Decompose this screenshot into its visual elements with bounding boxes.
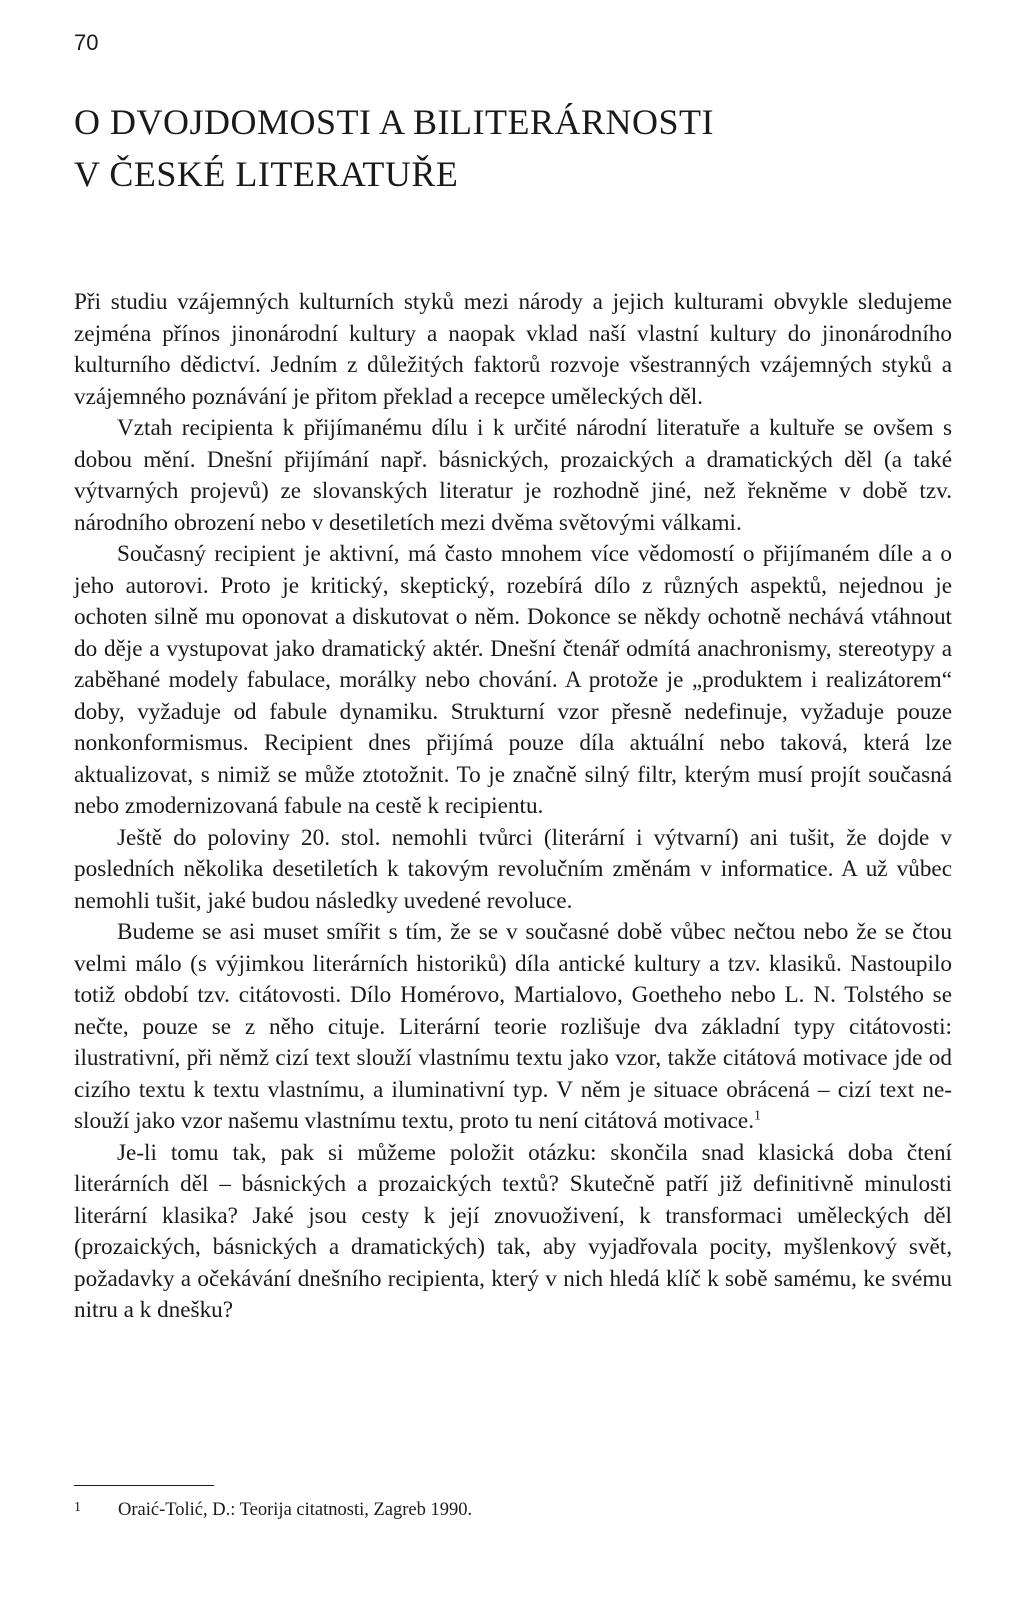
paragraph-2: Vztah recipienta k přijímanému dílu i k určité národní literatuře a kultuře se ovšem s dobou mění. Dnešní přijímání např. básnických, prozaických a dramatických děl (a také výtvarných projevů) ze slovanských literatur je rozhodně jiné, než řekněme v době tzv. národního obrození nebo v desetiletích mezi dvěma světovými válkami. [74,415,952,536]
footnote-reference[interactable]: 1 [754,1108,762,1124]
footnote [74,1500,874,1521]
footnote-mark: 1 [74,1500,81,1515]
chapter-title-line-2: V ČESKÉ LITERATUŘE [74,154,459,194]
chapter-title [74,96,954,200]
chapter-title-line-1: O DVOJDOMOSTI A BILITERÁRNOSTI [74,102,715,142]
paragraph-4: Ještě do poloviny 20. stol. nemohli tvůrci (literární i výtvarní) ani tušit, že dojde v posledních několika desetiletích k takovým revolučním změnám v informatice. A už vůbec nemohli tušit, jaké budou následky uvedené revoluce. [74,824,952,914]
body-text [74,287,952,1327]
paragraph-5-text: Budeme se asi muset smířit s tím, že se v současné době vůbec nečtou nebo že se čtou velmi málo (s výjimkou literárních historiků) díla antické kultury a tzv. klasiků. Nastoupilo totiž období tzv. citátovosti. Dílo Homérovo, Martialovo, Goetheho nebo L. N. Tolstého se nečte, pouze se z něho cituje. Literární teorie rozlišuje dva základní typy citátovosti: ilustrativní, při němž cizí text slouží vlastnímu textu jako vzor, takže citátová motivace jde od cizího textu k textu vlastnímu, a iluminativní typ. V něm je situace obrácená – cizí text neslouží jako vzor našemu vlastnímu textu, proto tu není citátová motivace. [74,919,952,1134]
paragraph-6: Je-li tomu tak, pak si můžeme položit otázku: skončila snad klasická doba čtení literárních děl – básnických a prozaických textů? Skutečně patří již definitivně minulosti literární klasika? Jaké jsou cesty k její znovuoživení, k transformaci uměleckých děl (prozaických, básnických a dramatických) tak, aby vyjadřovala pocity, myšlenkový svět, požadavky a očekávání dnešního recipienta, který v nich hledá klíč k sobě samému, ke svému nitru a k dnešku? [74,1139,952,1323]
paragraph-5 [74,917,952,1138]
paragraph-3: Současný recipient je aktivní, má často mnohem více vědomostí o přijímaném díle a o jeho autorovi. Proto je kritický, skeptický, rozebírá dílo z různých aspektů, nejednou je ochoten silně mu oponovat a diskutovat o něm. Dokonce se někdy ochotně nechává vtáhnout do děje a vystupovat jako dramatický aktér. Dnešní čtenář odmítá anachronismy, stereotypy a zaběhané modely fabulace, morálky nebo chování. A protože je „produktem i realizátorem“ doby, vyžaduje od fabule dynamiku. Strukturní vzor přesně nedefinuje, vyžaduje pouze nonkonformismus. Recipient dnes přijímá pouze díla aktuální nebo taková, která lze aktualizovat, s nimiž se může ztotožnit. To je značně silný filtr, kterým musí projít současná nebo zmodernizovaná fabule na cestě k recipientu. [74,541,952,819]
footnote-divider [74,1485,214,1486]
page-number: 70 [74,30,99,55]
paragraph-1: Při studiu vzájemných kulturních styků mezi národy a jejich kulturami obvykle sledujeme zejména přínos jinonárodní kultury a naopak vklad naší vlastní kultury do jinonárodního kulturního dědictví. Jedním z důležitých faktorů rozvoje všestranných vzájemných styků a vzájemného poznávání je přitom překlad a recepce uměleckých děl. [74,289,952,410]
footnote-text: Oraić-Tolić, D.: Teorija citatnosti, Zagreb 1990. [118,1500,473,1520]
